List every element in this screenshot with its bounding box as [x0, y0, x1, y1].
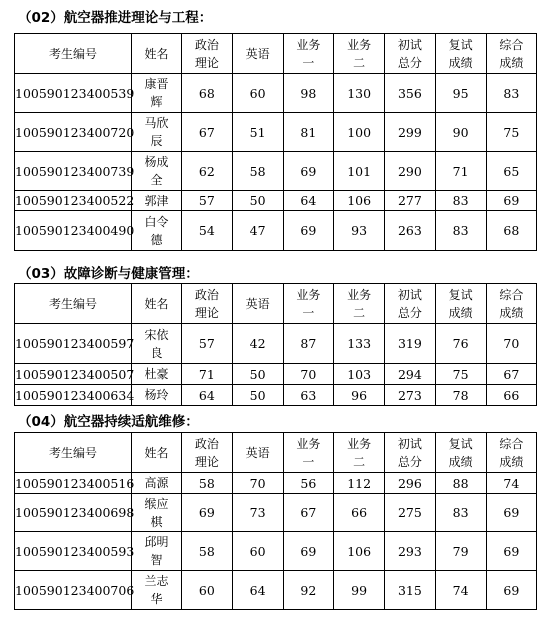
- header-initial-total: 初试 总分: [385, 433, 436, 473]
- politics-cell: [182, 494, 233, 532]
- name-text: 康晋 辉: [144, 77, 169, 109]
- initial-total-cell: [385, 324, 436, 364]
- exam-id-cell: [15, 211, 135, 251]
- course1-text: 70: [300, 366, 317, 382]
- course1-cell: [283, 571, 334, 610]
- politics-cell: [182, 473, 233, 494]
- name-cell: [132, 191, 182, 211]
- course1-cell: [283, 324, 334, 364]
- course1-cell: [283, 385, 334, 406]
- name-text: 宋依 良: [144, 327, 169, 360]
- score-table-03: [14, 283, 537, 406]
- course1-cell: [283, 113, 334, 152]
- header-politics: 政治 理论: [182, 34, 233, 74]
- retest-text: 90: [452, 124, 469, 140]
- name-text: 邱明 智: [144, 535, 169, 567]
- politics-cell: [182, 385, 233, 406]
- retest-text: 78: [452, 387, 469, 403]
- english-cell: [232, 494, 283, 532]
- english-cell: [232, 571, 283, 610]
- name-text: 缑应 棋: [144, 496, 169, 529]
- politics-cell: [182, 364, 233, 385]
- exam-id-cell: [15, 364, 135, 385]
- retest-text: 79: [452, 543, 469, 559]
- politics-text: 58: [198, 475, 215, 491]
- exam-id-cell: [15, 571, 135, 610]
- header-retest: 复试 成绩: [435, 284, 486, 324]
- retest-cell: [435, 364, 486, 385]
- course2-cell: [334, 364, 385, 385]
- english-cell: [232, 211, 283, 251]
- course1-text: 56: [300, 475, 317, 491]
- english-cell: [232, 74, 283, 113]
- name-cell: [132, 324, 182, 364]
- politics-cell: [182, 211, 233, 251]
- initial-total-text: 315: [397, 582, 422, 598]
- exam-id-text: 100590123400507: [15, 366, 135, 382]
- course1-text: 92: [300, 582, 317, 598]
- exam-id-text: 100590123400522: [15, 193, 135, 208]
- initial-total-text: 290: [397, 163, 422, 179]
- table-row: [15, 571, 537, 610]
- exam-id-cell: [15, 385, 135, 406]
- course2-cell: [334, 473, 385, 494]
- course1-cell: [283, 532, 334, 571]
- english-text: 50: [249, 387, 266, 403]
- course1-cell: [283, 364, 334, 385]
- exam-id-cell: [15, 324, 135, 364]
- header-composite: 综合 成绩: [486, 284, 537, 324]
- retest-text: 95: [452, 85, 469, 101]
- retest-cell: [435, 532, 486, 571]
- english-cell: [232, 324, 283, 364]
- score-table-02: [14, 33, 537, 251]
- exam-id-text: 100590123400539: [15, 85, 135, 101]
- exam-id-cell: [15, 152, 135, 191]
- english-text: 58: [249, 163, 266, 179]
- header-course2: 业务 二: [334, 433, 385, 473]
- table-row: [15, 324, 537, 364]
- retest-cell: [435, 191, 486, 211]
- composite-cell: [486, 191, 537, 211]
- politics-text: 62: [198, 163, 215, 179]
- retest-cell: [435, 324, 486, 364]
- initial-total-cell: [385, 113, 436, 152]
- table-row: [15, 385, 537, 406]
- course2-text: 101: [347, 163, 372, 179]
- english-text: 60: [249, 543, 266, 559]
- composite-text: 83: [503, 85, 520, 101]
- retest-text: 75: [452, 366, 469, 382]
- retest-cell: [435, 152, 486, 191]
- english-cell: [232, 532, 283, 571]
- course1-text: 81: [300, 124, 317, 140]
- composite-text: 68: [503, 223, 520, 238]
- composite-cell: [486, 364, 537, 385]
- initial-total-text: 277: [397, 193, 422, 208]
- header-exam-id: 考生编号: [15, 34, 132, 74]
- header-english: 英语: [232, 433, 283, 473]
- header-retest: 复试 成绩: [435, 433, 486, 473]
- name-cell: [132, 152, 182, 191]
- header-name: 姓名: [132, 284, 182, 324]
- exam-id-text: 100590123400739: [15, 163, 135, 179]
- header-exam-id: 考生编号: [15, 284, 132, 324]
- retest-cell: [435, 74, 486, 113]
- exam-id-cell: [15, 494, 135, 532]
- name-text: 马欣 辰: [144, 116, 169, 148]
- course2-text: 112: [347, 475, 372, 491]
- course1-cell: [283, 152, 334, 191]
- course2-text: 106: [347, 543, 372, 559]
- course2-cell: [334, 211, 385, 251]
- header-course1: 业务 一: [283, 284, 334, 324]
- course2-text: 100: [347, 124, 372, 140]
- initial-total-text: 319: [397, 336, 422, 351]
- exam-id-cell: [15, 473, 135, 494]
- composite-text: 69: [503, 193, 520, 208]
- name-cell: [132, 364, 182, 385]
- exam-id-text: 100590123400597: [15, 336, 135, 351]
- header-composite: 综合 成绩: [486, 433, 537, 473]
- header-english: 英语: [232, 34, 283, 74]
- english-cell: [232, 152, 283, 191]
- english-text: 50: [249, 193, 266, 208]
- retest-cell: [435, 571, 486, 610]
- exam-id-text: 100590123400706: [15, 582, 135, 598]
- header-course1: 业务 一: [283, 34, 334, 74]
- name-cell: [132, 74, 182, 113]
- composite-cell: [486, 152, 537, 191]
- course1-text: 98: [300, 85, 317, 101]
- initial-total-text: 293: [397, 543, 422, 559]
- course1-cell: [283, 473, 334, 494]
- english-cell: [232, 364, 283, 385]
- exam-id-cell: [15, 113, 135, 152]
- header-initial-total: 初试 总分: [385, 284, 436, 324]
- english-cell: [232, 191, 283, 211]
- course2-cell: [334, 152, 385, 191]
- name-text: 杨成 全: [144, 155, 169, 187]
- header-english: 英语: [232, 284, 283, 324]
- table-row: [15, 113, 537, 152]
- course2-text: 99: [351, 582, 368, 598]
- politics-cell: [182, 571, 233, 610]
- name-text: 郭津: [144, 193, 169, 208]
- composite-cell: [486, 113, 537, 152]
- initial-total-cell: [385, 494, 436, 532]
- politics-text: 64: [198, 387, 215, 403]
- composite-cell: [486, 494, 537, 532]
- composite-cell: [486, 211, 537, 251]
- name-text: 白令 德: [144, 214, 169, 247]
- header-course2: 业务 二: [334, 284, 385, 324]
- composite-text: 65: [503, 163, 520, 179]
- initial-total-cell: [385, 473, 436, 494]
- name-cell: [132, 113, 182, 152]
- name-cell: [132, 385, 182, 406]
- name-text: 杜豪: [144, 367, 169, 381]
- english-text: 70: [249, 475, 266, 491]
- table-row: [15, 211, 537, 251]
- table-row: [15, 74, 537, 113]
- course2-cell: [334, 571, 385, 610]
- politics-cell: [182, 532, 233, 571]
- section-title-04: （04）航空器持续适航维修：: [18, 414, 199, 430]
- composite-cell: [486, 74, 537, 113]
- header-exam-id: 考生编号: [15, 433, 132, 473]
- english-text: 51: [249, 124, 266, 140]
- exam-id-text: 100590123400593: [15, 543, 135, 559]
- retest-text: 74: [452, 582, 469, 598]
- header-name: 姓名: [132, 34, 182, 74]
- retest-text: 83: [452, 193, 469, 208]
- course2-text: 103: [347, 366, 372, 382]
- table-row: [15, 364, 537, 385]
- exam-id-cell: [15, 74, 135, 113]
- politics-cell: [182, 152, 233, 191]
- politics-text: 71: [198, 366, 215, 382]
- politics-text: 54: [198, 223, 215, 238]
- english-text: 73: [249, 505, 266, 520]
- composite-text: 74: [503, 475, 520, 491]
- english-cell: [232, 385, 283, 406]
- course1-cell: [283, 191, 334, 211]
- composite-cell: [486, 571, 537, 610]
- name-cell: [132, 211, 182, 251]
- initial-total-text: 296: [397, 475, 422, 491]
- politics-text: 57: [198, 193, 215, 208]
- initial-total-text: 299: [397, 124, 422, 140]
- course2-text: 106: [347, 193, 372, 208]
- course2-cell: [334, 532, 385, 571]
- retest-cell: [435, 211, 486, 251]
- initial-total-cell: [385, 571, 436, 610]
- course2-cell: [334, 324, 385, 364]
- politics-text: 67: [198, 124, 215, 140]
- english-text: 60: [249, 85, 266, 101]
- course1-text: 63: [300, 387, 317, 403]
- course1-text: 64: [300, 193, 317, 208]
- politics-cell: [182, 191, 233, 211]
- table-row: [15, 532, 537, 571]
- course2-text: 130: [347, 85, 372, 101]
- politics-cell: [182, 74, 233, 113]
- composite-text: 69: [503, 543, 520, 559]
- course2-text: 96: [351, 387, 368, 403]
- english-text: 47: [249, 223, 266, 238]
- name-text: 高源: [144, 476, 169, 490]
- politics-text: 69: [198, 505, 215, 520]
- english-text: 50: [249, 366, 266, 382]
- retest-text: 83: [452, 505, 469, 520]
- header-retest: 复试 成绩: [435, 34, 486, 74]
- course2-cell: [334, 494, 385, 532]
- course2-text: 66: [351, 505, 368, 520]
- retest-cell: [435, 385, 486, 406]
- politics-cell: [182, 113, 233, 152]
- table-row: [15, 494, 537, 532]
- name-cell: [132, 494, 182, 532]
- course1-cell: [283, 211, 334, 251]
- header-course1: 业务 一: [283, 433, 334, 473]
- initial-total-text: 263: [397, 223, 422, 238]
- politics-text: 60: [198, 582, 215, 598]
- header-course2: 业务 二: [334, 34, 385, 74]
- composite-text: 75: [503, 124, 520, 140]
- english-text: 42: [249, 336, 266, 351]
- politics-text: 68: [198, 85, 215, 101]
- retest-cell: [435, 494, 486, 532]
- section-title-03: （03）故障诊断与健康管理：: [18, 266, 199, 282]
- initial-total-cell: [385, 532, 436, 571]
- composite-cell: [486, 532, 537, 571]
- header-composite: 综合 成绩: [486, 34, 537, 74]
- exam-id-text: 100590123400720: [15, 124, 135, 140]
- name-cell: [132, 473, 182, 494]
- course1-cell: [283, 74, 334, 113]
- header-row: [15, 34, 537, 74]
- exam-id-text: 100590123400490: [15, 223, 135, 238]
- header-row: [15, 284, 537, 324]
- name-text: 杨玲: [144, 388, 169, 402]
- exam-id-cell: [15, 191, 135, 211]
- retest-text: 88: [452, 475, 469, 491]
- composite-text: 69: [503, 582, 520, 598]
- exam-id-text: 100590123400516: [15, 475, 135, 491]
- course2-text: 93: [351, 223, 368, 238]
- exam-id-cell: [15, 532, 135, 571]
- english-cell: [232, 473, 283, 494]
- initial-total-cell: [385, 74, 436, 113]
- initial-total-cell: [385, 152, 436, 191]
- section-title-02: （02）航空器推进理论与工程：: [18, 10, 213, 26]
- course2-text: 133: [347, 336, 372, 351]
- composite-cell: [486, 385, 537, 406]
- table-row: [15, 191, 537, 211]
- name-cell: [132, 532, 182, 571]
- politics-text: 57: [198, 336, 215, 351]
- table-row: [15, 473, 537, 494]
- course1-text: 87: [300, 336, 317, 351]
- initial-total-text: 275: [397, 505, 422, 520]
- composite-text: 70: [503, 336, 520, 351]
- politics-cell: [182, 324, 233, 364]
- retest-cell: [435, 473, 486, 494]
- initial-total-cell: [385, 211, 436, 251]
- name-cell: [132, 571, 182, 610]
- course1-text: 67: [300, 505, 317, 520]
- initial-total-cell: [385, 385, 436, 406]
- composite-text: 69: [503, 505, 520, 520]
- initial-total-text: 356: [397, 85, 422, 101]
- course1-text: 69: [300, 543, 317, 559]
- retest-cell: [435, 113, 486, 152]
- initial-total-text: 294: [397, 366, 422, 382]
- composite-text: 66: [503, 387, 520, 403]
- english-text: 64: [249, 582, 266, 598]
- name-text: 兰志 华: [144, 574, 169, 606]
- header-initial-total: 初试 总分: [385, 34, 436, 74]
- composite-cell: [486, 324, 537, 364]
- header-row: [15, 433, 537, 473]
- table-row: [15, 152, 537, 191]
- exam-id-text: 100590123400698: [15, 505, 135, 520]
- retest-text: 76: [452, 336, 469, 351]
- course2-cell: [334, 113, 385, 152]
- course2-cell: [334, 191, 385, 211]
- header-politics: 政治 理论: [182, 433, 233, 473]
- exam-id-text: 100590123400634: [15, 387, 135, 403]
- header-politics: 政治 理论: [182, 284, 233, 324]
- retest-text: 83: [452, 223, 469, 238]
- retest-text: 71: [452, 163, 469, 179]
- english-cell: [232, 113, 283, 152]
- header-name: 姓名: [132, 433, 182, 473]
- course1-text: 69: [300, 223, 317, 238]
- course2-cell: [334, 74, 385, 113]
- politics-text: 58: [198, 543, 215, 559]
- course2-cell: [334, 385, 385, 406]
- course1-text: 69: [300, 163, 317, 179]
- course1-cell: [283, 494, 334, 532]
- initial-total-cell: [385, 364, 436, 385]
- score-table-04: [14, 432, 537, 610]
- initial-total-cell: [385, 191, 436, 211]
- composite-cell: [486, 473, 537, 494]
- initial-total-text: 273: [397, 387, 422, 403]
- composite-text: 67: [503, 366, 520, 382]
